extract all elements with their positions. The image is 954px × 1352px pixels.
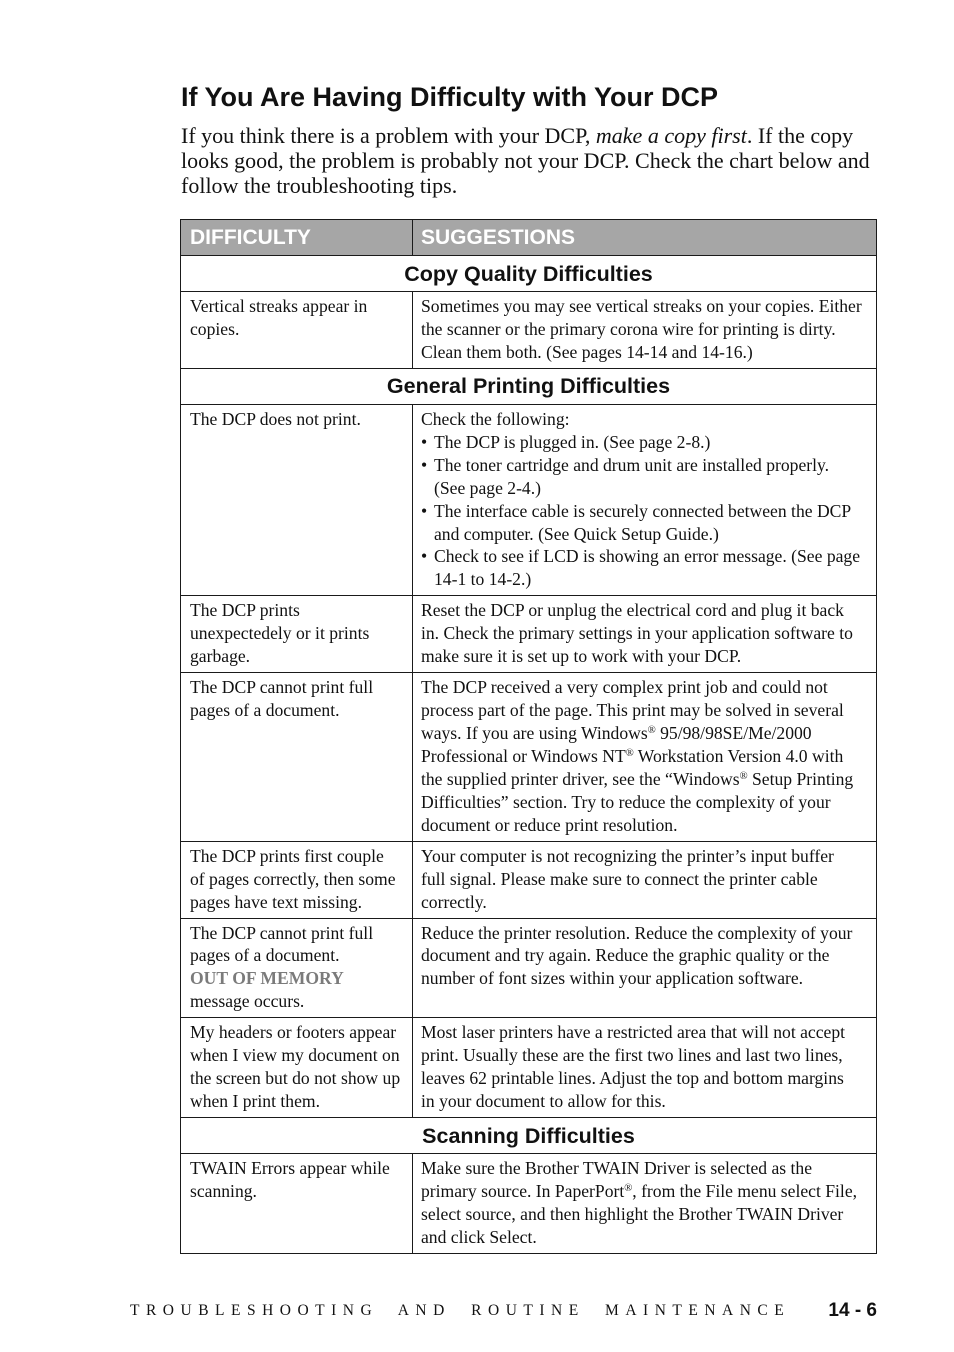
bullet-icon: • [421,431,428,452]
difficulty-line: pages have text missing. [190,891,362,912]
suggestion-cell [413,405,876,596]
suggestion-line: Reset the DCP or unplug the electrical cord and plug it back [421,600,844,621]
suggestion-line: The DCP received a very complex print job and could not [421,677,828,698]
difficulty-line: The DCP cannot print full [190,922,374,943]
difficulty-line: My headers or footers appear [190,1022,397,1043]
suggestion-cell [413,292,876,368]
suggestion-line: The interface cable is securely connected between the DCP [434,500,852,521]
suggestion-line: Check the following: [421,408,570,429]
header-difficulty: DIFFICULTY [181,220,413,255]
difficulty-cell [181,842,413,918]
suggestion-line: and click Select. [421,1226,537,1247]
difficulty-cell [181,292,413,368]
lcd-message: OUT OF MEMORY [190,968,344,989]
suggestion-line: document and try again. Reduce the graphic quality or the [421,945,830,966]
suggestion-cell [413,673,876,841]
suggestion-line: The toner cartridge and drum unit are installed properly. [434,454,830,475]
suggestion-line: The DCP is plugged in. (See page 2-8.) [434,431,711,452]
bullet-icon: • [421,500,428,521]
suggestion-line: 14-1 to 14-2.) [434,569,532,590]
section-header-row [181,256,876,292]
suggestion-line: Most laser printers have a restricted area that will not accept [421,1022,846,1043]
bullet-item [421,431,872,454]
table-row [181,1154,876,1254]
suggestion-line: the supplied printer driver, see the “Windows® Setup Printing [421,768,854,789]
difficulty-line: Vertical streaks appear in [190,296,368,316]
difficulty-line: The DCP prints [190,600,300,621]
difficulty-line: copies. [190,318,240,339]
difficulty-line: the screen but do not show up [190,1068,401,1089]
suggestion-line: leaves 62 printable lines. Adjust the top and bottom margins [421,1068,844,1089]
section-header-row [181,1118,876,1154]
bullet-icon: • [421,454,428,475]
difficulty-cell [181,1154,413,1253]
section-title: General Printing Difficulties [386,374,671,399]
section-title: Scanning Difficulties [422,1123,635,1148]
suggestion-line: the scanner or the primary corona wire for printing is dirty. [421,318,836,339]
difficulty-line: The DCP cannot print full [190,677,374,698]
table-header-row [181,220,876,256]
bullet-icon: • [421,546,428,567]
suggestion-line: document or reduce print resolution. [421,814,678,835]
suggestion-line: primary source. In PaperPort®, from the File menu select File, [421,1180,858,1201]
suggestion-line: select source, and then highlight the Brother TWAIN Driver [421,1203,844,1224]
intro-emphasis: make a copy first [595,123,747,148]
difficulty-line: of pages correctly, then some [190,868,396,889]
table-row [181,292,876,369]
table-row [181,405,876,597]
suggestion-line: Reduce the printer resolution. Reduce the complexity of your [421,922,853,943]
difficulty-cell [181,919,413,1018]
footer-chapter-title: TROUBLESHOOTING AND ROUTINE MAINTENANCE [130,1302,791,1319]
bullet-text [434,545,860,591]
suggestion-line: full signal. Please make sure to connect the printer cable [421,868,818,889]
difficulty-cell [181,405,413,596]
intro-text-after: . If the copy looks good, the problem is probably not your DCP. Check the chart below and follow the troubleshooting tips. [181,123,870,198]
difficulty-cell [181,596,413,672]
page-title: If You Are Having Difficulty with Your DCP [181,82,719,112]
suggestion-line: Clean them both. (See pages 14-14 and 14-16.) [421,341,753,362]
suggestion-line: ways. If you are using Windows® 95/98/98SE/Me/2000 [421,723,812,743]
suggestion-line: make sure it is set up to work with your DCP. [421,646,742,667]
bullet-item [421,454,872,500]
difficulty-line: The DCP prints first couple [190,845,384,866]
table-row [181,673,876,842]
registered-mark: ® [647,725,656,737]
registered-mark: ® [739,771,748,783]
suggestion-line: correctly. [421,891,487,912]
suggestion-line: number of font sizes within your application software. [421,968,804,989]
suggestion-cell [413,842,876,918]
bullet-text [434,431,710,454]
suggestion-line: Make sure the Brother TWAIN Driver is selected as the [421,1158,813,1178]
suggestion-line: Difficulties” section. Try to reduce the complexity of your [421,791,831,812]
table-row [181,842,876,919]
intro-text-before: If you think there is a problem with your DCP, [181,123,596,148]
table-row [181,596,876,673]
suggestion-line: Check to see if LCD is showing an error message. (See page [434,546,861,567]
difficulty-line: unexpectedely or it prints [190,623,370,644]
bullet-text [434,454,829,500]
difficulty-line: pages of a document. [190,945,340,966]
suggestion-line: in your document to allow for this. [421,1091,666,1112]
difficulty-line: The DCP does not print. [190,408,361,429]
section-title: Copy Quality Difficulties [404,261,653,286]
troubleshooting-table [180,219,877,1254]
difficulty-line: message occurs. [190,991,305,1012]
suggestion-line: Sometimes you may see vertical streaks on your copies. Either [421,296,862,316]
registered-mark: ® [624,1183,633,1195]
registered-mark: ® [625,748,634,760]
suggestion-line: (See page 2-4.) [434,477,541,498]
bullet-text [434,500,851,546]
difficulty-cell [181,673,413,841]
suggestion-line: print. Usually these are the first two lines and last two lines, [421,1045,843,1066]
difficulty-line: garbage. [190,646,251,667]
difficulty-line: scanning. [190,1180,257,1201]
suggestion-cell [413,919,876,1018]
table-body [181,256,876,1254]
table-row [181,1018,876,1118]
difficulty-line: when I view my document on [190,1045,400,1066]
suggestion-line: Your computer is not recognizing the printer’s input buffer [421,845,834,866]
suggestion-line: in. Check the primary settings in your application software to [421,623,853,644]
section-header-row [181,369,876,405]
suggestion-cell [413,596,876,672]
intro-paragraph [181,123,881,198]
suggestion-line: and computer. (See Quick Setup Guide.) [434,523,719,544]
suggestion-line: process part of the page. This print may be solved in several [421,700,844,721]
difficulty-line: TWAIN Errors appear while [190,1158,390,1178]
header-suggestions: SUGGESTIONS [421,225,576,249]
difficulty-line: when I print them. [190,1091,320,1112]
difficulty-cell [181,1018,413,1117]
suggestion-cell [413,1018,876,1117]
bullet-item [421,545,872,591]
footer-page-number: 14 - 6 [828,1300,877,1321]
table-row [181,919,876,1019]
suggestion-line: Professional or Windows NT® Workstation Version 4.0 with [421,745,844,766]
suggestion-cell [413,1154,876,1253]
bullet-item [421,500,872,546]
difficulty-line: pages of a document. [190,700,340,721]
